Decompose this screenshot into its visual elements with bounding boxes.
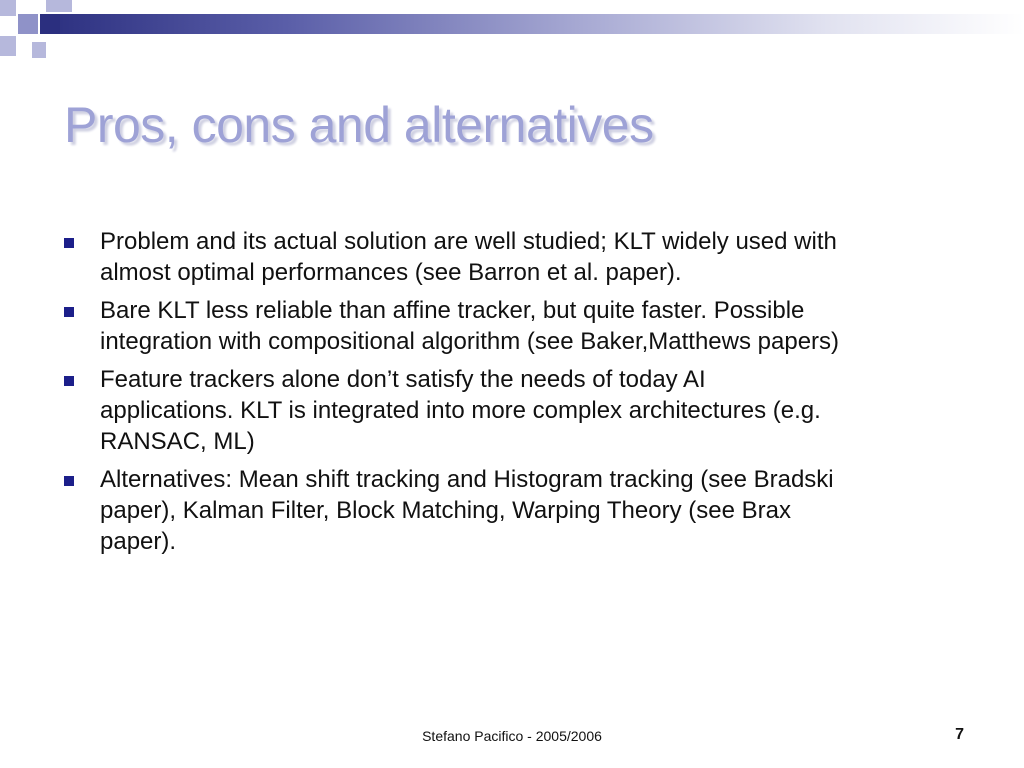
square-bullet-icon — [64, 376, 74, 386]
bullet-text: Bare KLT less reliable than affine tracker, but quite faster. Possible integration with compositional algorithm (see Baker,Matthews papers) — [100, 297, 840, 355]
square-bullet-icon — [64, 238, 74, 248]
square-bullet-icon — [64, 476, 74, 486]
decor-square — [32, 42, 46, 58]
bullet-item — [62, 295, 842, 357]
square-bullet-icon — [64, 307, 74, 317]
header-gradient-bar — [40, 14, 1024, 34]
bullet-text: Problem and its actual solution are well studied; KLT widely used with almost optimal performances (see Barron et al. paper). — [100, 228, 837, 286]
bullet-item — [62, 226, 842, 288]
bullet-list — [62, 226, 842, 564]
footer-author: Stefano Pacifico - 2005/2006 — [422, 728, 602, 744]
bullet-item — [62, 364, 842, 457]
decor-square — [40, 14, 60, 34]
decor-square — [18, 14, 38, 34]
bullet-text: Feature trackers alone don’t satisfy the needs of today AI applications. KLT is integrated into more complex architectures (e.g. RANSAC, ML) — [100, 366, 821, 455]
bullet-text: Alternatives: Mean shift tracking and Histogram tracking (see Bradski paper), Kalman Filter, Block Matching, Warping Theory (see Brax paper). — [100, 466, 834, 555]
decor-square — [46, 0, 72, 12]
page-number: 7 — [955, 726, 964, 743]
bullet-item — [62, 464, 842, 557]
decor-square — [0, 0, 16, 16]
slide-title: Pros, cons and alternatives — [64, 97, 654, 153]
decor-square — [0, 36, 16, 56]
